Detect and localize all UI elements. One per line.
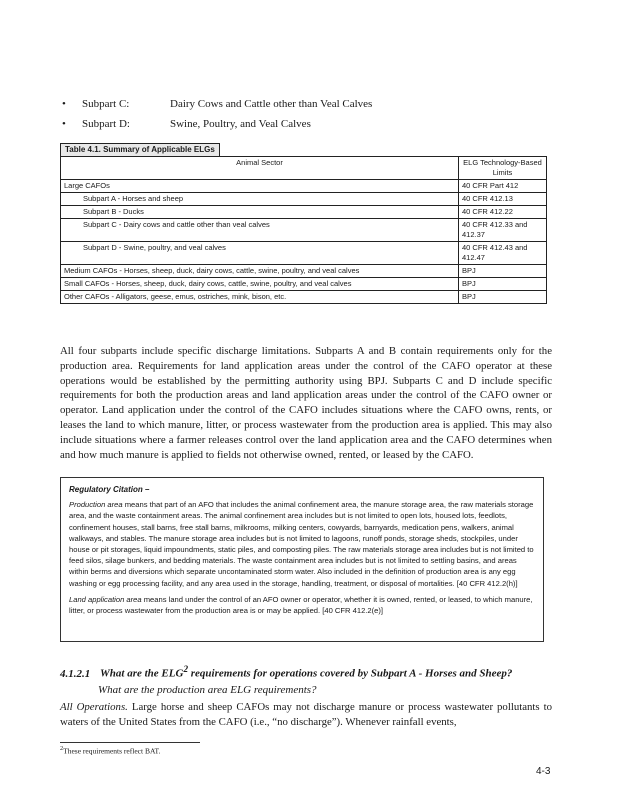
body-paragraph-2 [60, 700, 552, 730]
limit-cell: 40 CFR 412.33 and 412.37 [459, 219, 547, 242]
sector-cell: Other CAFOs - Alligators, geese, emus, ostriches, mink, bison, etc. [61, 291, 459, 304]
limit-cell: 40 CFR 412.13 [459, 193, 547, 206]
subpart-label: Subpart D: [82, 118, 130, 130]
table-row [61, 206, 547, 219]
list-item [60, 98, 580, 118]
body-paragraph: All four subparts include specific discharge limitations. Subparts A and B contain requirements only for the production area. Requirements for land application areas under the control of the CAFO operator at these operations would be established by the permitting authority using BPJ. Subparts C and D include specific requirements for both the production areas and land application areas under the control of the CAFO owner or operator. Land application under the control of the CAFO includes situations where the CAFO owns, rents, or leases the land to which manure, litter, or process wastewater from the production area is applied. This may also include situations where a farmer releases control over the land application area and the CAFO determines when and how much manure is applied to fields not otherwise owned, rented, or leased by the CAFO. [60, 345, 552, 461]
section-heading [60, 664, 560, 680]
table-row [61, 180, 547, 193]
sector-cell: Medium CAFOs - Horses, sheep, duck, dairy cows, cattle, swine, poultry, and veal calves [61, 265, 459, 278]
term-land-application-area: Land application area [69, 594, 142, 604]
limit-cell: BPJ [459, 278, 547, 291]
sector-cell: Subpart A - Horses and sheep [61, 193, 459, 206]
table-row [61, 219, 547, 242]
table-caption: Table 4.1. Summary of Applicable ELGs [60, 143, 220, 156]
section-number: 4.1.2.1 [60, 667, 91, 680]
sector-cell: Subpart B - Ducks [61, 206, 459, 219]
table-row [61, 265, 547, 278]
limit-cell: BPJ [459, 291, 547, 304]
table-row [61, 278, 547, 291]
definition-text: means that part of an AFO that includes the animal confinement area, the manure storage area, the raw materials storage area, and the waste containment areas. The animal confinement area includes but is not limited to open lots, housed lots, feedlots, confinement houses, stall barns, free stall barns, milkrooms, milking centers, cowyards, barnyards, medication pens, walkers, animal walkways, and stables. The manure storage area includes but is not limited to lagoons, runoff ponds, storage sheds, stockpiles, under house or pit storages, liquid impoundments, static piles, and composting piles. The raw materials storage area includes but is not limited to feed silos, silage bunkers, and bedding materials. The waste containment area includes but is not limited to settling basins, and areas within berms and diversions which separate uncontaminated storm water. Also included in the definition of production area is any egg washing or egg processing facility, and any area used in the storage, handling, treatment, or disposal of mortalities. [40 CFR 412.2(h)] [69, 500, 534, 588]
limit-cell: 40 CFR Part 412 [459, 180, 547, 193]
section-title-rest: requirements for operations covered by Subpart A - Horses and Sheep? [188, 667, 513, 680]
definition-text: means land under the control of an AFO owner or operator, whether it is owned, rented, or leased, to which manure, litter, or process wastewater from the production area is or may be applied. [40 CFR 412.2(e)] [69, 594, 533, 616]
footnote-text: These requirements reflect BAT. [63, 746, 161, 756]
paragraph-text: Large horse and sheep CAFOs may not discharge manure or process wastewater pollutants to waters of the United States from the CAFO (i.e., “no discharge”). Whenever rainfall events, [60, 701, 552, 728]
subpart-list [60, 98, 580, 138]
table-row [61, 193, 547, 206]
term-production-area: Production area [69, 500, 123, 510]
table-header-row [61, 157, 547, 180]
page-number: 4-3 [536, 766, 551, 777]
citation-title: Regulatory Citation – [69, 485, 150, 494]
sector-cell: Large CAFOs [61, 180, 459, 193]
subpart-label: Subpart C: [82, 98, 130, 110]
subsection-question: What are the production area ELG requirements? [98, 684, 317, 696]
elg-table-container [60, 143, 546, 304]
subpart-description: Dairy Cows and Cattle other than Veal Calves [170, 98, 373, 110]
sector-cell: Small CAFOs - Horses, sheep, duck, dairy cows, cattle, swine, poultry, and veal calves [61, 278, 459, 291]
list-item [60, 118, 580, 138]
citation-production-area [69, 499, 535, 589]
table-body [61, 180, 547, 304]
limit-cell: BPJ [459, 265, 547, 278]
limit-cell: 40 CFR 412.43 and 412.47 [459, 242, 547, 265]
footnote [60, 745, 160, 756]
table-row [61, 291, 547, 304]
regulatory-citation-box [60, 477, 544, 642]
citation-land-application-area [69, 594, 535, 616]
table-row [61, 242, 547, 265]
footnote-mark: 2 [60, 745, 64, 752]
bullet-icon: • [62, 118, 66, 130]
sector-cell: Subpart C - Dairy cows and cattle other than veal calves [61, 219, 459, 242]
bullet-icon: • [62, 98, 66, 110]
paragraph-lead: All Operations. [60, 701, 128, 713]
footnote-ref: 2 [183, 664, 189, 674]
subpart-description: Swine, Poultry, and Veal Calves [170, 118, 311, 130]
footnote-divider [60, 742, 200, 743]
section-title: What are the ELG [100, 667, 184, 680]
limit-cell: 40 CFR 412.22 [459, 206, 547, 219]
sector-cell: Subpart D - Swine, poultry, and veal calves [61, 242, 459, 265]
column-header: Animal Sector [61, 157, 459, 180]
elg-table [60, 156, 547, 304]
column-header: ELG Technology-Based Limits [459, 157, 547, 180]
